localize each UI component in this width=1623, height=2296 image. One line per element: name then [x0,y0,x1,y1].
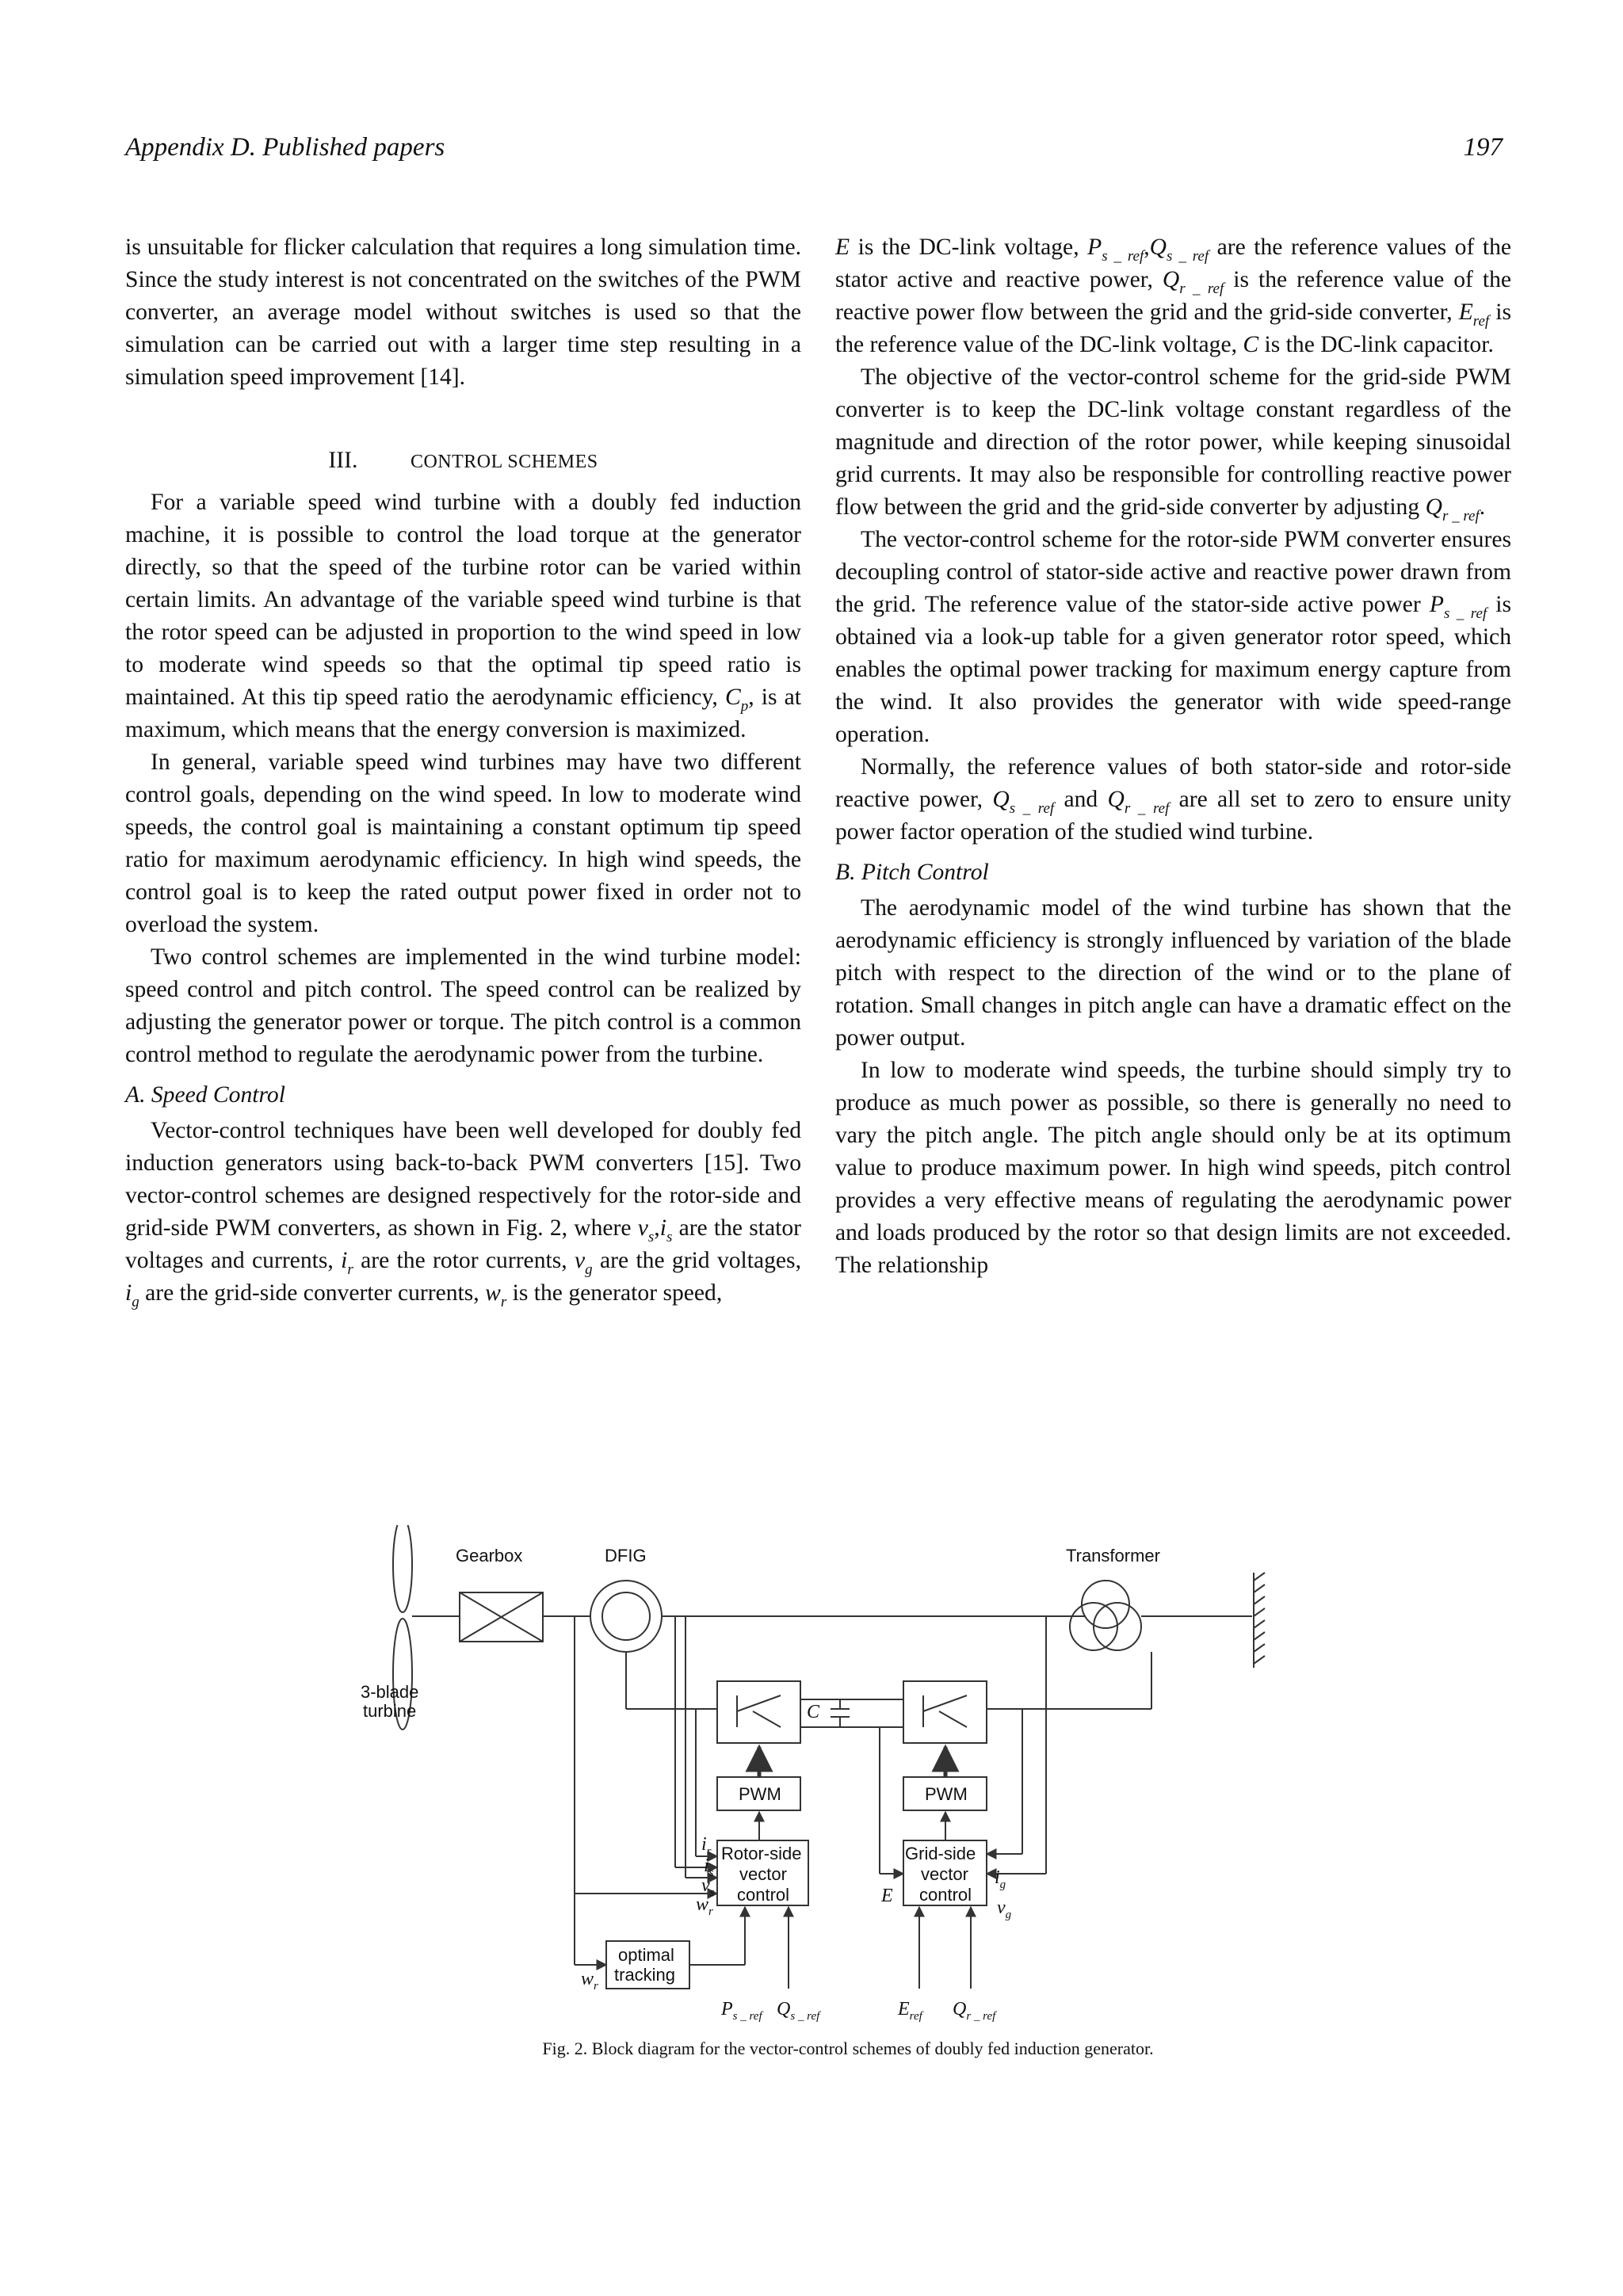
rotor-control-label-1: Rotor-side [721,1844,802,1863]
capacitor-label: C [807,1702,820,1722]
paragraph-reactive-power: Normally, the reference values of both stator-side and rotor-side reactive power, $Q_{s \_ ref}$ and $Q_{r \_ ref}$ are all set to zero to ensure unity power factor operation of the studied wind turbine. [835,754,1512,845]
left-column [125,231,801,1310]
subsection-speed-control: A. Speed Control [125,1082,285,1108]
section-heading [125,444,801,479]
grid-control-label-1: Grid-side [905,1844,976,1863]
grid-control-label-2: vector [921,1864,968,1884]
symbol-wr-tracking: $w_r$ [581,1969,598,1993]
section-number: III. [328,448,358,473]
symbol-wr-control: $w_r$ [696,1894,713,1918]
paragraph-rotor-side: The vector-control scheme for the rotor-side PWM converter ensures decoupling control of stator-side active and reactive power drawn from the grid. The reference value of the stator-side active power $P_{s \_ ref}$ is obtained via a look-up table for a given generator rotor speed, which enables the optimal power tracking for maximum energy capture from the wind. It also provides the generator with wide speed-range operation. [835,527,1512,747]
section-title: CONTROL SCHEMES [410,452,598,472]
turbine-label-2: turbine [363,1701,417,1721]
symbol-ig: $i_g$ [995,1867,1006,1891]
symbol-e: E [881,1886,893,1906]
rotor-control-label-2: vector [739,1864,787,1884]
symbol-qsref: $Q_{s \_ ref}$ [777,1999,820,2023]
paragraph-vector-control: Vector-control techniques have been well developed for doubly fed induction generators using back-to-back PWM converters [15]. Two vector-control schemes are designed respectively for the rotor-side and grid-side PWM converters, as shown in Fig. 2, where $v_s,i_s$ are the stator voltages and currents, $i_r$ are the rotor currents, $v_g$ are the grid voltages, $i_g$ are the grid-side converter currents, $w_r$ is the generator speed, [125,1118,802,1310]
dfig-label: DFIG [605,1546,647,1566]
page-number: 197 [1463,133,1503,162]
rotor-control-label-3: control [737,1885,790,1905]
rotor-side-converter [717,1681,800,1743]
paragraph-control-schemes: Two control schemes are implemented in the wind turbine model: speed control and pitch control. The speed control can be realized by adjusting the generator power or torque. The pitch control is a common control method to regulate the aerodynamic power from the turbine. [125,944,801,1067]
transformer-label: Transformer [1066,1546,1160,1566]
dfig-symbol [590,1581,662,1652]
right-column [835,231,1511,1282]
paragraph-variable-speed: For a variable speed wind turbine with a doubly fed induction machine, it is possible to control the load torque at the generator directly, so that the speed of the turbine rotor can be varied within certain limits. An advantage of the variable speed wind turbine is that the rotor speed can be adjusted in proportion to the wind speed in low to moderate wind speeds so that the optimal tip speed ratio is maintained. At this tip speed ratio the aerodynamic efficiency, $C_p$, is at maximum, which means that the energy conversion is maximized. [125,490,801,742]
symbol-vs: $v_s$ [701,1875,715,1899]
pwm-label-grid: PWM [925,1784,968,1804]
transformer-symbol [1070,1581,1252,1650]
grid-control-label-3: control [919,1885,972,1905]
subsection-pitch-control: B. Pitch Control [835,860,989,885]
paragraph-definitions: E is the DC-link voltage, $P_{s \_ ref},Q_{s \_ ref}$ are the reference values of the stator active and reactive power, $Q_{r \_ ref}$ is the reference value of the reactive power flow between the grid and the grid-side converter, $E_{ref}$ is the reference value of the DC-link voltage, C is the DC-link capacitor. [835,235,1512,357]
symbol-is: $i_s$ [704,1855,714,1879]
tracking-label: tracking [614,1965,676,1985]
block-diagram-figure [333,1525,1363,2040]
grid-ground-symbol [1254,1573,1265,1668]
symbol-psref: $P_{s \_ ref}$ [721,1999,762,2023]
paragraph-intro: is unsuitable for flicker calculation that requires a long simulation time. Since the study interest is not concentrated on the switches of the PWM converter, an average model without switches is used so that the simulation can be carried out with a larger time step resulting in a simulation speed improvement [14]. [125,235,801,390]
symbol-eref: $E_{ref}$ [898,1999,922,2023]
paragraph-aerodynamic-model: The aerodynamic model of the wind turbine has shown that the aerodynamic efficiency is strongly influenced by variation of the blade pitch with respect to the direction of the wind or to the plane of rotation. Small changes in pitch angle can have a dramatic effect on the power output. [835,895,1511,1051]
turbine-label-1: 3-blade [361,1682,419,1702]
symbol-ir: $i_r$ [701,1834,712,1858]
paragraph-grid-side-objective: The objective of the vector-control scheme for the grid-side PWM converter is to keep the DC-link voltage constant regardless of the magnitude and direction of the rotor power, while keeping sinusoidal grid currents. It may also be responsible for controlling reactive power flow between the grid and the grid-side converter by adjusting $Q_{r \_ ref}$. [835,364,1511,524]
grid-side-converter [903,1681,987,1743]
figure-caption: Fig. 2. Block diagram for the vector-control schemes of doubly fed induction generator. [542,2039,1154,2058]
paragraph-control-goals: In general, variable speed wind turbines may have two different control goals, depending on the wind speed. In low to moderate wind speeds, the control goal is maintaining a constant optimum tip speed ratio for maximum aerodynamic efficiency. In high wind speeds, the control goal is to keep the rated output power fixed in order not to overload the system. [125,749,801,937]
gearbox-label: Gearbox [456,1546,523,1566]
optimal-label: optimal [618,1945,674,1965]
paragraph-pitch-angle: In low to moderate wind speeds, the turbine should simply try to produce as much power as possible, so there is generally no need to vary the pitch angle. The pitch angle should only be at its optimum value to produce maximum power. In high wind speeds, pitch control provides a very effective means of regulating the aerodynamic power and loads produced by the rotor so that design limits are not exceeded. The relationship [835,1058,1511,1278]
symbol-qrref: $Q_{r \_ ref}$ [953,1999,996,2023]
pwm-label-rotor: PWM [739,1784,781,1804]
symbol-vg: $v_g$ [997,1897,1012,1921]
gearbox-block [460,1592,590,1642]
running-header-title: Appendix D. Published papers [125,133,445,162]
